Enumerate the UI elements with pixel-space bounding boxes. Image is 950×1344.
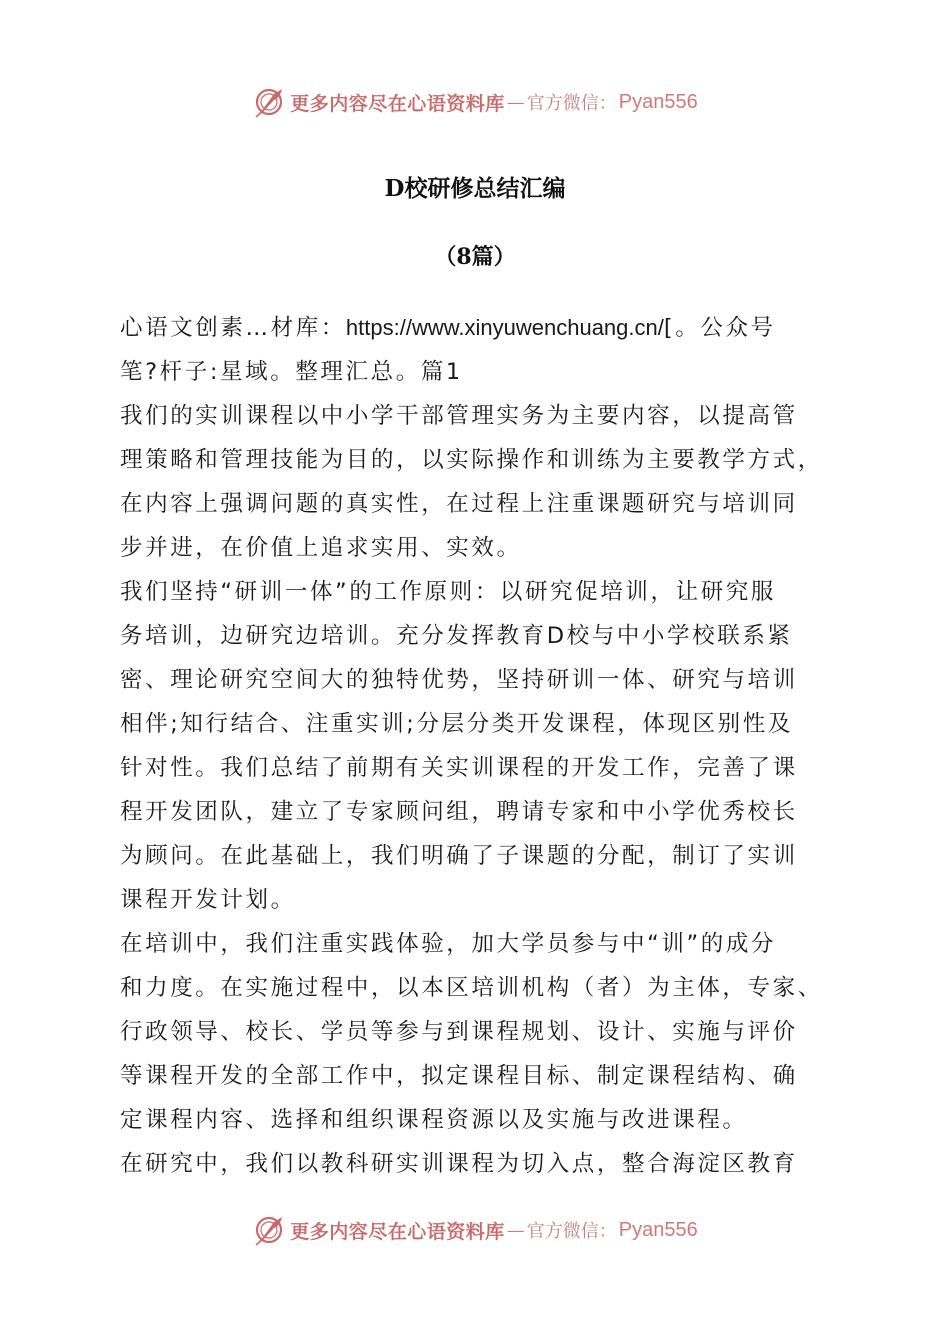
document-body (120, 306, 835, 1186)
feather-pen-circle-icon (252, 85, 286, 119)
body-line: 笔?杆子:星域。整理汇总。篇1 (120, 359, 463, 385)
body-line: 在内容上强调问题的真实性，在过程上注重课题研究与培训同 (120, 491, 798, 517)
body-line: 定课程内容、选择和组织课程资源以及实施与改进课程。 (120, 1107, 748, 1133)
banner-text: 更多内容尽在心语资料库 (290, 1220, 505, 1243)
body-line: 密、理论研究空间大的独特优势，坚持研训一体、研究与培训 (120, 667, 798, 693)
banner-wechat-label: 官方微信： (526, 1221, 617, 1242)
banner-text: 更多内容尽在心语资料库 (290, 92, 505, 115)
document-subtitle: （8篇） (434, 244, 516, 270)
body-line: 针对性。我们总结了前期有关实训课程的开发工作，完善了课 (120, 755, 798, 781)
body-line: 我们坚持“研训一体”的工作原则：以研究促培训，让研究服 (120, 579, 777, 605)
document-title: D校研修总结汇编 (384, 175, 566, 202)
source-suffix: [。公众号 (663, 315, 776, 341)
body-line: 课程开发计划。 (120, 887, 296, 913)
body-line: 我们的实训课程以中小学干部管理实务为主要内容，以提高管 (120, 403, 798, 429)
body-line: 务培训，边研究边培训。充分发挥教育D校与中小学校联系紧 (120, 623, 793, 649)
body-line: 步并进，在价值上追求实用、实效。 (120, 535, 522, 561)
header-watermark-banner (0, 82, 950, 122)
body-line: 程开发团队，建立了专家顾问组，聘请专家和中小学优秀校长 (120, 799, 798, 825)
banner-wechat-label: 官方微信： (526, 93, 617, 114)
body-line: 等课程开发的全部工作中，拟定课程目标、制定课程结构、确 (120, 1063, 798, 1089)
body-line: 和力度。在实施过程中，以本区培训机构（者）为主体，专家、 (120, 975, 823, 1001)
footer-watermark-banner (0, 1210, 950, 1250)
body-line: 在研究中，我们以教科研实训课程为切入点，整合海淀区教育 (120, 1151, 798, 1177)
body-line: 行政领导、校长、学员等参与到课程规划、设计、实施与评价 (120, 1019, 798, 1045)
body-line: 相伴;知行结合、注重实训;分层分类开发课程，体现区别性及 (120, 711, 793, 737)
banner-dash: — (506, 91, 525, 113)
body-line: 为顾问。在此基础上，我们明确了子课题的分配，制订了实训 (120, 843, 798, 869)
source-label: 心语文创素…材库： (120, 315, 346, 341)
body-line: 在培训中，我们注重实践体验，加大学员参与中“训”的成分 (120, 931, 777, 957)
banner-wechat-id: Pyan556 (618, 90, 698, 113)
banner-wechat-id: Pyan556 (618, 1218, 698, 1241)
feather-pen-circle-icon (252, 1213, 286, 1247)
body-line: 理策略和管理技能为目的，以实际操作和训练为主要教学方式， (120, 447, 823, 473)
banner-dash: — (506, 1219, 525, 1241)
source-url-link[interactable]: https://www.xinyuwenchuang.cn/ (345, 315, 664, 340)
body-line (120, 306, 835, 350)
